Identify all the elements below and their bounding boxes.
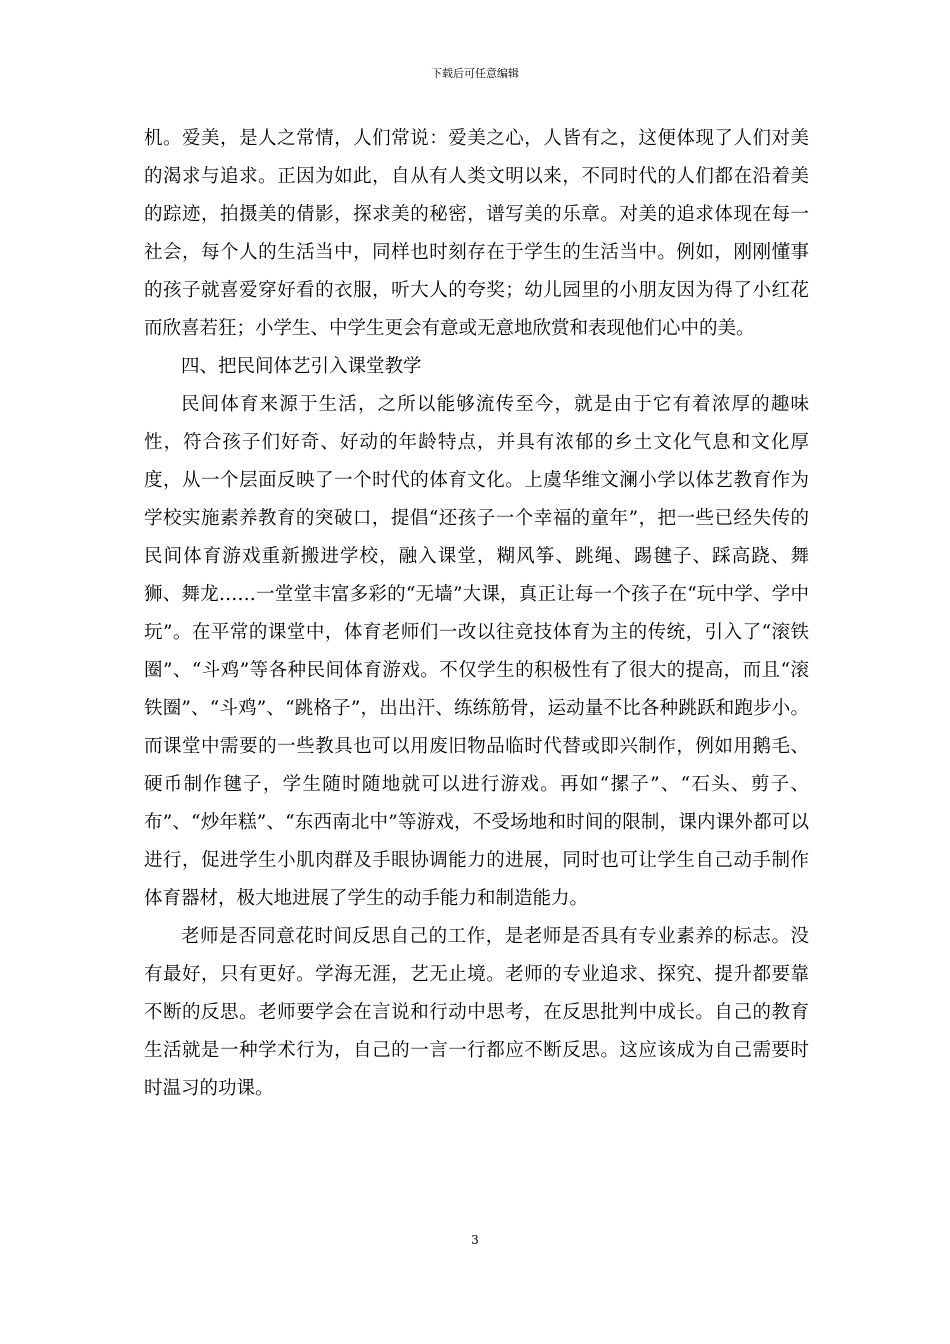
section-heading: 四、把民间体艺引入课堂教学 [181, 356, 422, 377]
paragraph-folk-sports: 民间体育来源于生活，之所以能够流传至今，就是由于它有着浓厚的趣味性，符合孩子们好奇、好动的年龄特点，并具有浓郁的乡土文化气息和文化厚度，从一个层面反映了一个时代的体育文化。上虞华维文澜小学以体艺教育作为学校实施素养教育的突破口，提倡“还孩子一个幸福的童年”，把一些已经失传的民间体育游戏重新搬进学校，融入课堂，糊风筝、跳绳、踢毽子、踩高跷、舞狮、舞龙……一堂堂丰富多彩的“无墙”大课，真正让每一个孩子在“玩中学、学中玩”。在平常的课堂中，体育老师们一改以往竞技体育为主的传统，引入了“滚铁圈”、“斗鸡”等各种民间体育游戏。不仅学生的积极性有了很大的提高，而且“滚铁圈”、“斗鸡”、“跳格子”，出出汗、练练筋骨，运动量不比各种跳跃和跑步小。而课堂中需要的一些教具也可以用废旧物品临时代替或即兴制作，例如用鹅毛、硬币制作毽子，学生随时随地就可以进行游戏。再如“摞子”、“石头、剪子、布”、“炒年糕”、“东西南北中”等游戏，不受场地和时间的限制，课内课外都可以进行，促进学生小肌肉群及手眼协调能力的进展，同时也可让学生自己动手制作体育器材，极大地进展了学生的动手能力和制造能力。 [144, 394, 809, 909]
page-number: 3 [471, 1233, 479, 1247]
paragraph-teacher-reflection: 老师是否同意花时间反思自己的工作，是老师是否具有专业素养的标志。没有最好，只有更好。学海无涯，艺无止境。老师的专业追求、探究、提升都要靠不断的反思。老师要学会在言说和行动中思考，在反思批判中成长。自己的教育生活就是一种学术行为，自己的一言一行都应不断反思。这应该成为自己需要时时温习的功课。 [144, 926, 809, 1099]
page-header: 下载后可任意编辑 [431, 67, 519, 80]
paragraph-continuation: 机。爱美，是人之常情，人们常说：爱美之心，人皆有之，这便体现了人们对美的渴求与追求。正因为如此，自从有人类文明以来，不同时代的人们都在沿着美的踪迹，拍摄美的倩影，探求美的秘密，谱写美的乐章。对美的追求体现在每一社会，每个人的生活当中，同样也时刻存在于学生的生活当中。例如，刚刚懂事的孩子就喜爱穿好看的衣服，听大人的夸奖；幼儿园里的小朋友因为得了小红花而欣喜若狂；小学生、中学生更会有意或无意地欣赏和表现他们心中的美。 [144, 128, 809, 339]
document-body [144, 120, 809, 1108]
